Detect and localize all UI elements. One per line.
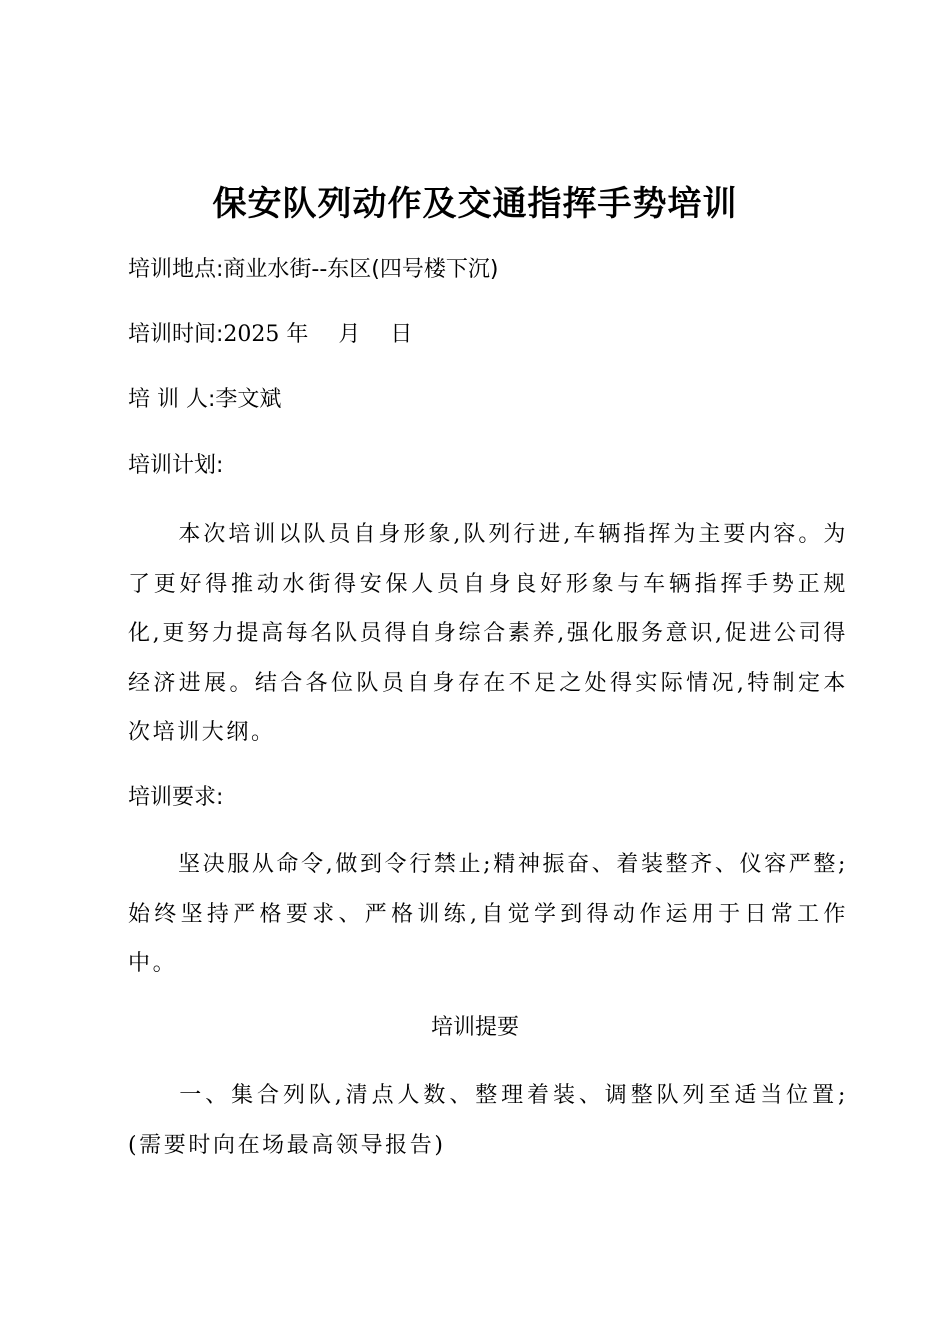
document-title: 保安队列动作及交通指挥手势培训 bbox=[212, 184, 738, 224]
location-field bbox=[128, 254, 498, 286]
time-month: 月 bbox=[338, 322, 361, 347]
time-label: 培训时间: bbox=[128, 322, 224, 347]
plan-paragraph bbox=[128, 510, 848, 758]
trainer-field bbox=[128, 384, 281, 416]
requirements-heading: 培训要求: bbox=[128, 785, 224, 810]
trainer-value: 李文斌 bbox=[215, 387, 282, 412]
requirements-text: 坚决服从命令,做到令行禁止;精神振奋、着装整齐、仪容严整;始终坚持严格要求、严格训练,自觉学到得动作运用于日常工作中。 bbox=[128, 852, 848, 976]
requirements-paragraph bbox=[128, 840, 848, 989]
time-day: 日 bbox=[390, 322, 413, 347]
time-year: 2025 年 bbox=[223, 322, 309, 347]
outline-heading: 培训提要 bbox=[430, 1015, 519, 1040]
location-label: 培训地点: bbox=[128, 257, 224, 282]
time-field bbox=[128, 319, 412, 351]
location-value: 商业水街--东区(四号楼下沉) bbox=[223, 257, 499, 282]
time-value bbox=[223, 322, 412, 347]
trainer-label: 培 训 人: bbox=[128, 387, 216, 412]
outline-item-1-text: 一、集合列队,清点人数、整理着装、调整队列至适当位置;(需要时向在场最高领导报告) bbox=[128, 1083, 848, 1158]
plan-heading: 培训计划: bbox=[128, 453, 224, 478]
plan-text: 本次培训以队员自身形象,队列行进,车辆指挥为主要内容。为了更好得推动水街得安保人员自身良好形象与车辆指挥手势正规化,更努力提高每名队员得自身综合素养,强化服务意识,促进公司得经济进展。结合各位队员自身存在不足之处得实际情况,特制定本次培训大纲。 bbox=[128, 522, 848, 745]
outline-item-1 bbox=[128, 1071, 848, 1170]
